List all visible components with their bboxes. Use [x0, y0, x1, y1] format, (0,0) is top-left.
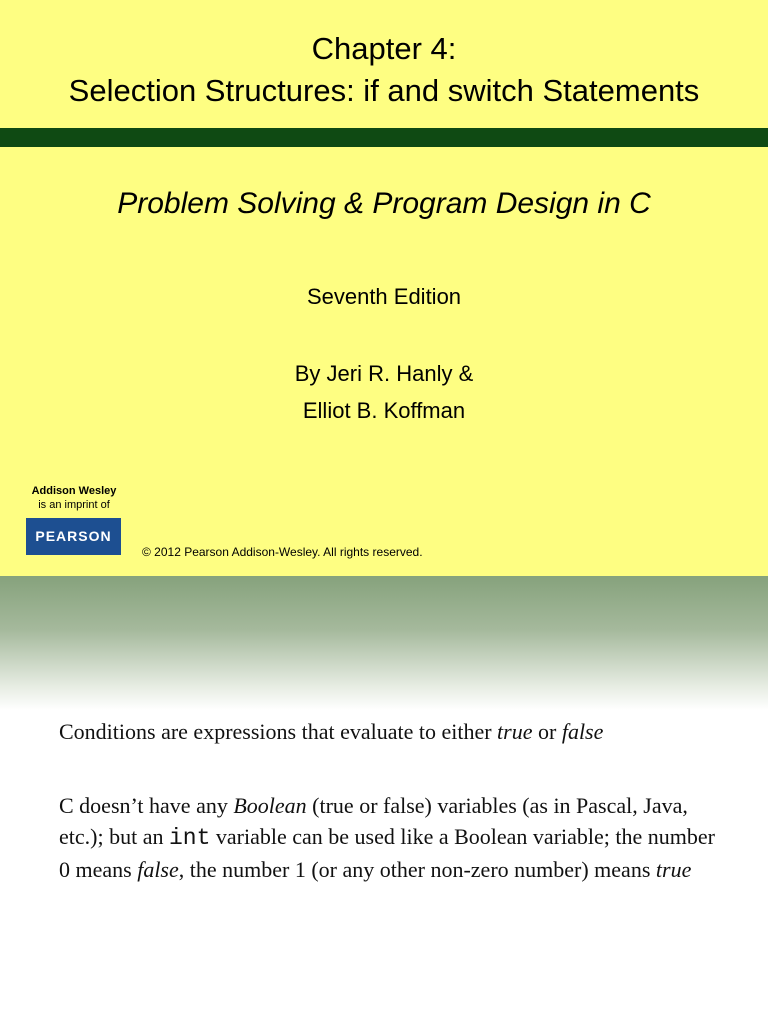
text-span: C doesn’t have any [59, 793, 234, 818]
code-int: int [168, 825, 211, 851]
emphasis-false: false [561, 719, 604, 744]
emphasis-false: false [137, 857, 179, 882]
slide-header-gradient [0, 576, 768, 710]
edition-label: Seventh Edition [306, 284, 462, 309]
imprint-brand: Addison Wesley [31, 485, 117, 497]
author-line1: By Jeri R. Hanly & [294, 361, 474, 386]
imprint-text: is an imprint of [38, 499, 110, 511]
emphasis-boolean: Boolean [233, 793, 307, 818]
text-span: , the number 1 (or any other non-zero number) means [178, 857, 656, 882]
imprint-note [14, 484, 134, 512]
copyright-notice: © 2012 Pearson Addison-Wesley. All rights reserved. [142, 545, 423, 559]
book-title: Problem Solving & Program Design in C [117, 187, 651, 220]
chapter-title-line2: Selection Structures: if and switch Statements [68, 73, 700, 108]
text-span: variable can be used like a Boolean variable; the number 0 means [59, 824, 715, 882]
chapter-title-line1: Chapter 4: [311, 31, 457, 66]
text-span: or [532, 719, 562, 744]
pearson-logo: PEARSON [26, 518, 121, 555]
emphasis-true: true [497, 719, 533, 744]
divider-bar [0, 128, 768, 147]
author-line2: Elliot B. Koffman [302, 398, 466, 423]
paragraph-boolean [59, 790, 719, 885]
text-span: Conditions are expressions that evaluate to either [59, 719, 498, 744]
emphasis-true: true [655, 857, 692, 882]
authors [0, 355, 768, 429]
chapter-title [0, 28, 768, 112]
paragraph-conditions [59, 716, 719, 747]
text-span: (true or false) variables (as in Pascal, Java, etc.); but an [59, 793, 688, 849]
